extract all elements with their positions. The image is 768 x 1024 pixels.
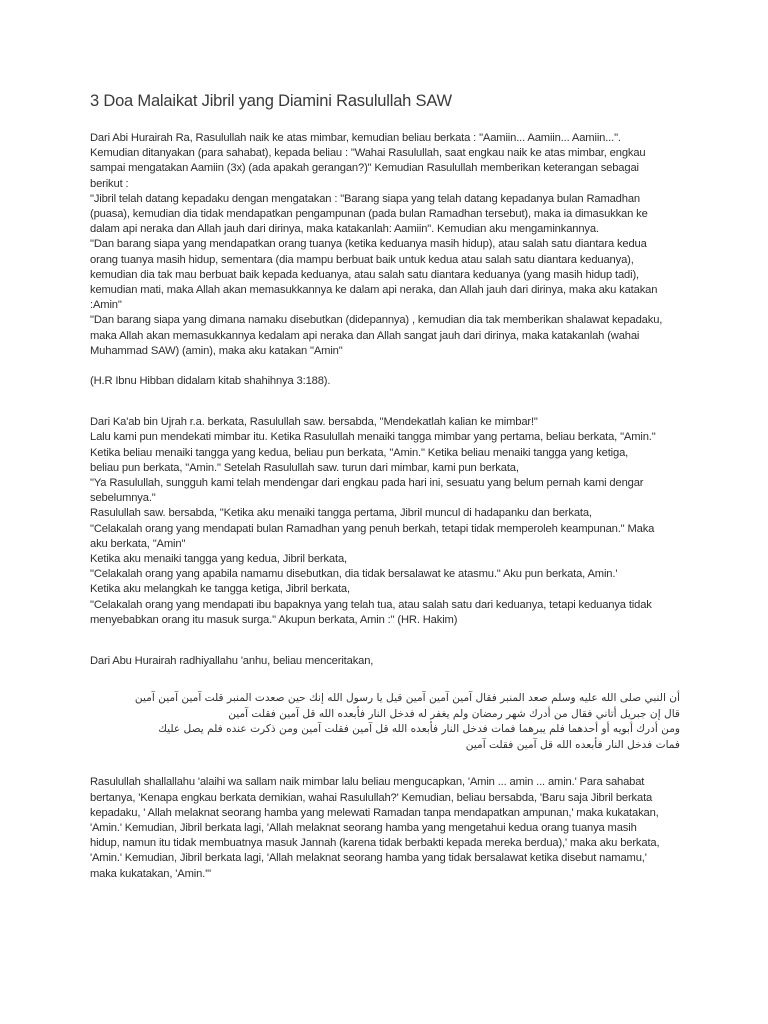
text-line: hidup, namun itu tidak membuatnya masuk Jannah (karena tidak berbakti kepada mereka berdua),' maka aku berkata, (90, 837, 660, 850)
text-line: Rasulullah shallallahu 'alaihi wa sallam naik mimbar lalu beliau mengucapkan, 'Amin ... amin ... amin.' Para sahabat (90, 776, 645, 789)
text-line: "Celakalah orang yang apabila namamu disebutkan, dia tidak bersalawat ke atasmu." Aku pun berkata, Amin.' (90, 568, 618, 581)
text-line: kepadaku, ' Allah melaknat seorang hamba yang melewati Ramadan tanpa mendapatkan ampunan,' maka kukatakan, (90, 806, 659, 819)
text-line: 'Amin.' Kemudian, Jibril berkata lagi, 'Allah melaknat seorang hamba yang mengetahui kedua orang tuanya masih (90, 821, 637, 834)
reference-ibnu-hibban (90, 374, 680, 389)
text-line: maka Allah akan memasukkannya kedalam api neraka dan Allah sangat jauh dari dirinya, maka katakanlah (wahai (90, 329, 640, 342)
text-line: "Dan barang siapa yang dimana namaku disebutkan (didepannya) , kemudian dia tak memberikan shalawat kepadaku, (90, 314, 663, 327)
text-line: (puasa), kemudian dia tidak mendapatkan pengampunan (pada bulan Ramadhan tersebut), maka ia dimasukkan ke (90, 208, 648, 221)
text-line: قال إن جبريل أتاني فقال من أدرك شهر رمضان ولم يغفر له فدخل النار فأبعده الله قل آمين فقلت آمين (228, 707, 680, 720)
text-line: "Dan barang siapa yang mendapatkan orang tuanya (ketika keduanya masih hidup), atau salah satu diantara kedua (90, 238, 647, 251)
text-line: aku berkata, "Amin" (90, 537, 186, 550)
paragraph-hadith-kaab (90, 415, 680, 628)
text-line: kemudian dia tak mau berbuat baik kepada keduanya, atau salah satu diantara keduanya (yang masih hidup tadi), (90, 268, 639, 281)
text-line: فمات فدخل النار فأبعده الله قل آمين فقلت آمين (465, 738, 680, 751)
paragraph-abu-hurairah-intro (90, 654, 680, 669)
arabic-hadith-text (90, 691, 680, 753)
text-line: orang tuanya masih hidup, sementara (dia mampu berbuat baik untuk kedua atau salah satu diantara keduanya), (90, 253, 634, 266)
text-line: berikut : (90, 177, 129, 190)
text-line: sebelumnya." (90, 492, 156, 505)
text-line: menyebabkan orang itu masuk surga." Akupun berkata, Amin :" (HR. Hakim) (90, 613, 458, 626)
text-line: Rasulullah saw. bersabda, "Ketika aku menaiki tangga pertama, Jibril muncul di hadapanku dan berkata, (90, 507, 592, 520)
text-line: أن النبي صلى الله عليه وسلم صعد المنبر فقال آمين آمين آمين قيل يا رسول الله إنك حين صعدت المنبر قلت آمين آمين آمين (134, 692, 680, 705)
text-line: kemudian mati, maka Allah akan memasukkannya ke dalam api neraka, dan Allah jauh dari dirinya, maka aku katakan (90, 284, 658, 297)
text-line: Dari Abi Hurairah Ra, Rasulullah naik ke atas mimbar, kemudian beliau berkata : "Aamiin... Aamiin... Aamiin...". (90, 132, 621, 144)
text-line: Lalu kami pun mendekati mimbar itu. Ketika Rasulullah menaiki tangga mimbar yang pertama, beliau berkata, "Amin." (90, 431, 656, 444)
text-line: Muhammad SAW) (amin), maka aku katakan "Amin" (90, 344, 343, 357)
text-line: Dari Ka'ab bin Ujrah r.a. berkata, Rasulullah saw. bersabda, "Mendekatlah kalian ke mimbar!" (90, 416, 538, 429)
document-title: 3 Doa Malaikat Jibril yang Diamini Rasulullah SAW (90, 92, 452, 110)
text-line: sampai mengatakan Aamiin (3x) (ada apakah gerangan?)" Kemudian Rasulullah memberikan keterangan sebagai (90, 162, 639, 175)
text-line: ومن أدرك أبويه أو أحدهما فلم يبرهما فمات فدخل النار فأبعده الله قل آمين فقلت آمين ومن ذكرت عنده فلم يصل عليك (158, 723, 680, 736)
text-line: "Jibril telah datang kepadaku dengan mengatakan : "Barang siapa yang telah datang kepadanya bulan Ramadhan (90, 192, 640, 205)
text-line: bertanya, 'Kenapa engkau berkata demikian, wahai Rasulullah?' Kemudian, beliau bersabda, 'Baru saja Jibril berkata (90, 791, 653, 804)
text-line: Ketika aku menaiki tangga yang kedua, Jibril berkata, (90, 553, 347, 566)
reference-line: (H.R Ibnu Hibban didalam kitab shahihnya 3:188). (90, 375, 331, 388)
text-line: Ketika beliau menaiki tangga yang kedua, beliau pun berkata, "Amin." Ketika beliau menaiki tangga yang ketiga, (90, 446, 629, 459)
document-page (90, 92, 680, 882)
text-line: dalam api neraka dan Allah jauh dari dirinya, maka katakanlah: Aamiin". Kemudian aku mengaminkannya. (90, 223, 599, 236)
text-line: beliau pun berkata, "Amin." Setelah Rasulullah saw. turun dari mimbar, kami pun berkata, (90, 461, 519, 474)
text-line: :Amin" (90, 299, 122, 312)
text-line: "Ya Rasulullah, sungguh kami telah mendengar dari engkau pada hari ini, sesuatu yang belum pernah kami dengar (90, 477, 644, 490)
intro-line: Dari Abu Hurairah radhiyallahu 'anhu, beliau menceritakan, (90, 655, 374, 668)
text-line: maka kukatakan, 'Amin.'" (90, 867, 211, 880)
text-line: 'Amin.' Kemudian, Jibril berkata lagi, 'Allah melaknat seorang hamba yang tidak bersalawat ketika disebut namamu,' (90, 852, 647, 865)
paragraph-hadith-ibnu-hibban (90, 131, 680, 359)
text-line: "Celakalah orang yang mendapati ibu bapaknya yang telah tua, atau salah satu dari keduanya, tetapi keduanya tidak (90, 598, 652, 611)
text-line: Kemudian ditanyakan (para sahabat), kepada beliau : "Wahai Rasulullah, saat engkau naik ke atas mimbar, engkau (90, 147, 646, 160)
text-line: "Celakalah orang yang mendapati bulan Ramadhan yang penuh berkah, tetapi tidak memperoleh keampunan." Maka (90, 522, 655, 535)
paragraph-translation (90, 775, 680, 881)
text-line: Ketika aku melangkah ke tangga ketiga, Jibril berkata, (90, 583, 350, 596)
